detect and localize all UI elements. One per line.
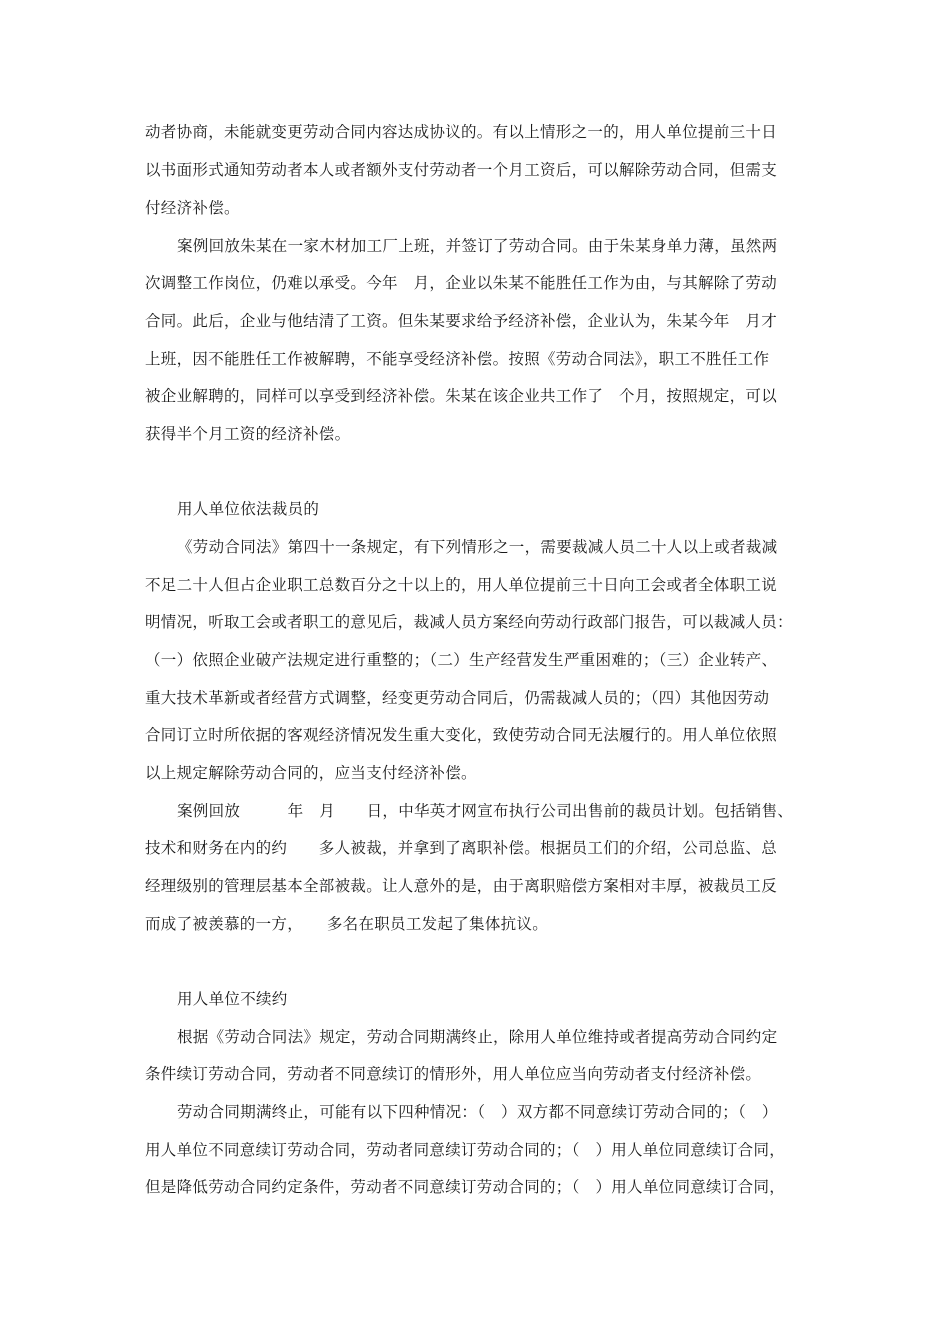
text-line: 案例回放 年 月 日，中华英才网宣布执行公司出售前的裁员计划。包括销售、 (177, 802, 794, 820)
text-line: 明情况，听取工会或者职工的意见后，裁减人员方案经向劳动行政部门报告，可以裁减人员： (145, 613, 793, 631)
text-line: 付经济补偿。 (145, 199, 240, 217)
text-line: 案例回放朱某在一家木材加工厂上班，并签订了劳动合同。由于朱某身单力薄，虽然两 (177, 237, 778, 255)
text-line: 但是降低劳动合同约定条件，劳动者不同意续订劳动合同的；（ ）用人单位同意续订合同， (145, 1178, 786, 1196)
text-line: 劳动合同期满终止，可能有以下四种情况：（ ）双方都不同意续订劳动合同的；（ ） (177, 1103, 778, 1121)
text-line: 以上规定解除劳动合同的，应当支付经济补偿。 (145, 764, 477, 782)
text-line: 技术和财务在内的约 多人被裁，并拿到了离职补偿。根据员工们的介绍，公司总监、总 (145, 839, 778, 857)
text-line: 《劳动合同法》第四十一条规定，有下列情形之一，需要裁减人员二十人以上或者裁减 (177, 538, 778, 556)
text-line: 被企业解聘的，同样可以享受到经济补偿。朱某在该企业共工作了 个月，按照规定，可以 (145, 387, 778, 405)
text-line: 根据《劳动合同法》规定，劳动合同期满终止，除用人单位维持或者提高劳动合同约定 (177, 1028, 778, 1046)
text-line: 获得半个月工资的经济补偿。 (145, 425, 351, 443)
section-heading: 用人单位依法裁员的 (177, 500, 320, 518)
text-line: 动者协商，未能就变更劳动合同内容达成协议的。有以上情形之一的，用人单位提前三十日 (145, 123, 778, 141)
section-heading: 用人单位不续约 (177, 990, 288, 1008)
text-line: 次调整工作岗位，仍难以承受。今年 月，企业以朱某不能胜任工作为由，与其解除了劳动 (145, 274, 778, 292)
text-line: 条件续订劳动合同，劳动者不同意续订的情形外，用人单位应当向劳动者支付经济补偿。 (145, 1065, 762, 1083)
text-line: 合同。此后，企业与他结清了工资。但朱某要求给予经济补偿，企业认为，朱某今年 月才 (145, 312, 778, 330)
text-line: 用人单位不同意续订劳动合同，劳动者同意续订劳动合同的；（ ）用人单位同意续订合同， (145, 1141, 786, 1159)
text-line: 经理级别的管理层基本全部被裁。让人意外的是，由于离职赔偿方案相对丰厚，被裁员工反 (145, 877, 778, 895)
text-line: 合同订立时所依据的客观经济情况发生重大变化，致使劳动合同无法履行的。用人单位依照 (145, 726, 778, 744)
text-line: 上班，因不能胜任工作被解聘，不能享受经济补偿。按照《劳动合同法》，职工不胜任工作 (145, 350, 770, 368)
text-line: （一）依照企业破产法规定进行重整的；（二）生产经营发生严重困难的；（三）企业转产、 (145, 651, 778, 669)
text-line: 而成了被羡慕的一方， 多名在职员工发起了集体抗议。 (145, 915, 549, 933)
text-line: 重大技术革新或者经营方式调整，经变更劳动合同后，仍需裁减人员的；（四）其他因劳动 (145, 689, 770, 707)
text-line: 不足二十人但占企业职工总数百分之十以上的，用人单位提前三十日向工会或者全体职工说 (145, 576, 778, 594)
text-line: 以书面形式通知劳动者本人或者额外支付劳动者一个月工资后，可以解除劳动合同，但需支 (145, 161, 778, 179)
